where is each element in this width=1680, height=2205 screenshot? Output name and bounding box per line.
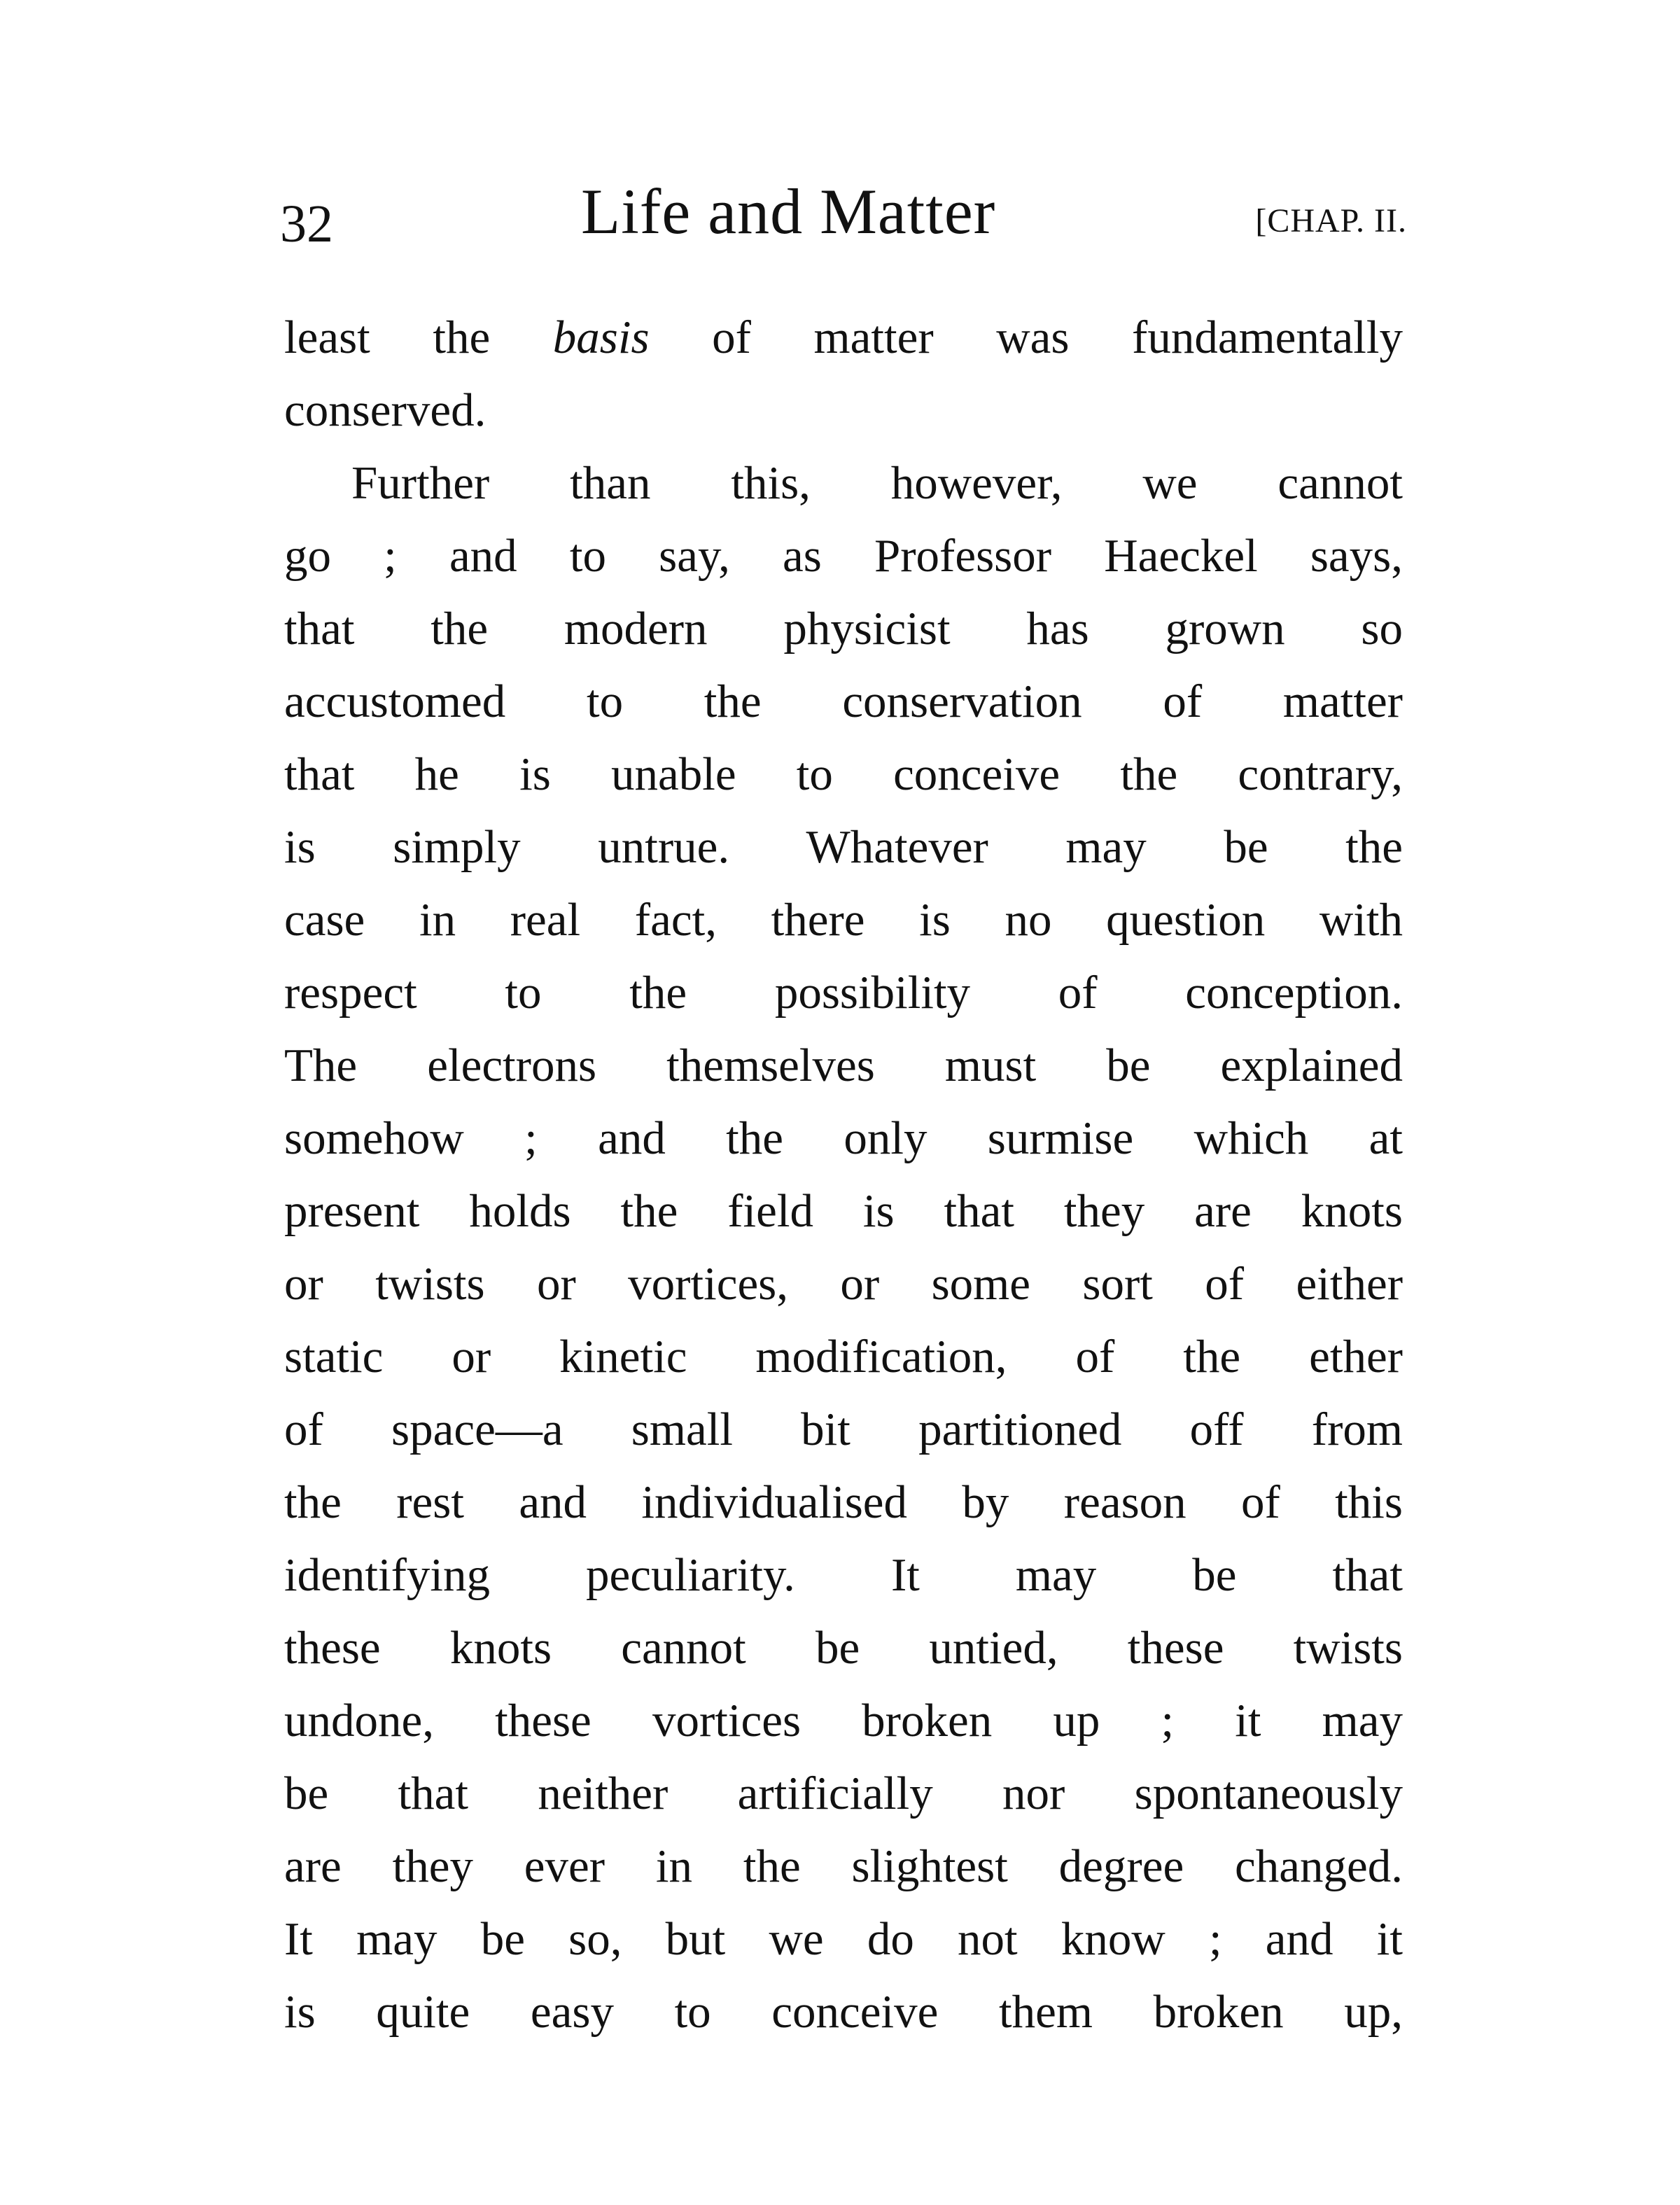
- text-line: It may be so, but we do not know ; and it: [284, 1913, 1403, 1965]
- text-line: are they ever in the slightest degree changed.: [284, 1840, 1403, 1892]
- text-line: conserved.: [284, 384, 486, 436]
- text-line: or twists or vortices, or some sort of either: [284, 1258, 1403, 1310]
- text-line: accustomed to the conservation of matter: [284, 676, 1403, 727]
- text-line: identifying peculiarity. It may be that: [284, 1549, 1403, 1601]
- text-line: least the basis of matter was fundamentally: [284, 312, 1403, 363]
- text-line: static or kinetic modification, of the ether: [284, 1331, 1403, 1382]
- page-header: [280, 168, 1407, 259]
- text-line: respect to the possibility of conception.: [284, 967, 1403, 1018]
- text-line: somehow ; and the only surmise which at: [284, 1112, 1403, 1164]
- text-line: present holds the field is that they are knots: [284, 1185, 1403, 1237]
- text-line: is quite easy to conceive them broken up,: [284, 1986, 1403, 2038]
- text-line: undone, these vortices broken up ; it may: [284, 1695, 1403, 1746]
- text-line: case in real fact, there is no question with: [284, 894, 1403, 946]
- body-text: [284, 301, 1403, 2048]
- text-line: The electrons themselves must be explained: [284, 1040, 1403, 1091]
- chapter-reference: [CHAP. II.: [1255, 202, 1407, 239]
- text-line: the rest and individualised by reason of this: [284, 1476, 1403, 1528]
- page-number: 32: [280, 195, 333, 253]
- text-line: is simply untrue. Whatever may be the: [284, 821, 1403, 873]
- emphasis: basis: [552, 312, 650, 363]
- text-line: Further than this, however, we cannot: [351, 457, 1403, 509]
- running-title: Life and Matter: [581, 176, 996, 247]
- text-line: that the modern physicist has grown so: [284, 603, 1403, 654]
- text-line: of space—a small bit partitioned off from: [284, 1404, 1403, 1455]
- text-line: that he is unable to conceive the contrary,: [284, 748, 1403, 800]
- text-line: these knots cannot be untied, these twists: [284, 1622, 1403, 1674]
- text-line: go ; and to say, as Professor Haeckel says,: [284, 530, 1403, 582]
- text-line: be that neither artificially nor spontaneously: [284, 1768, 1403, 1819]
